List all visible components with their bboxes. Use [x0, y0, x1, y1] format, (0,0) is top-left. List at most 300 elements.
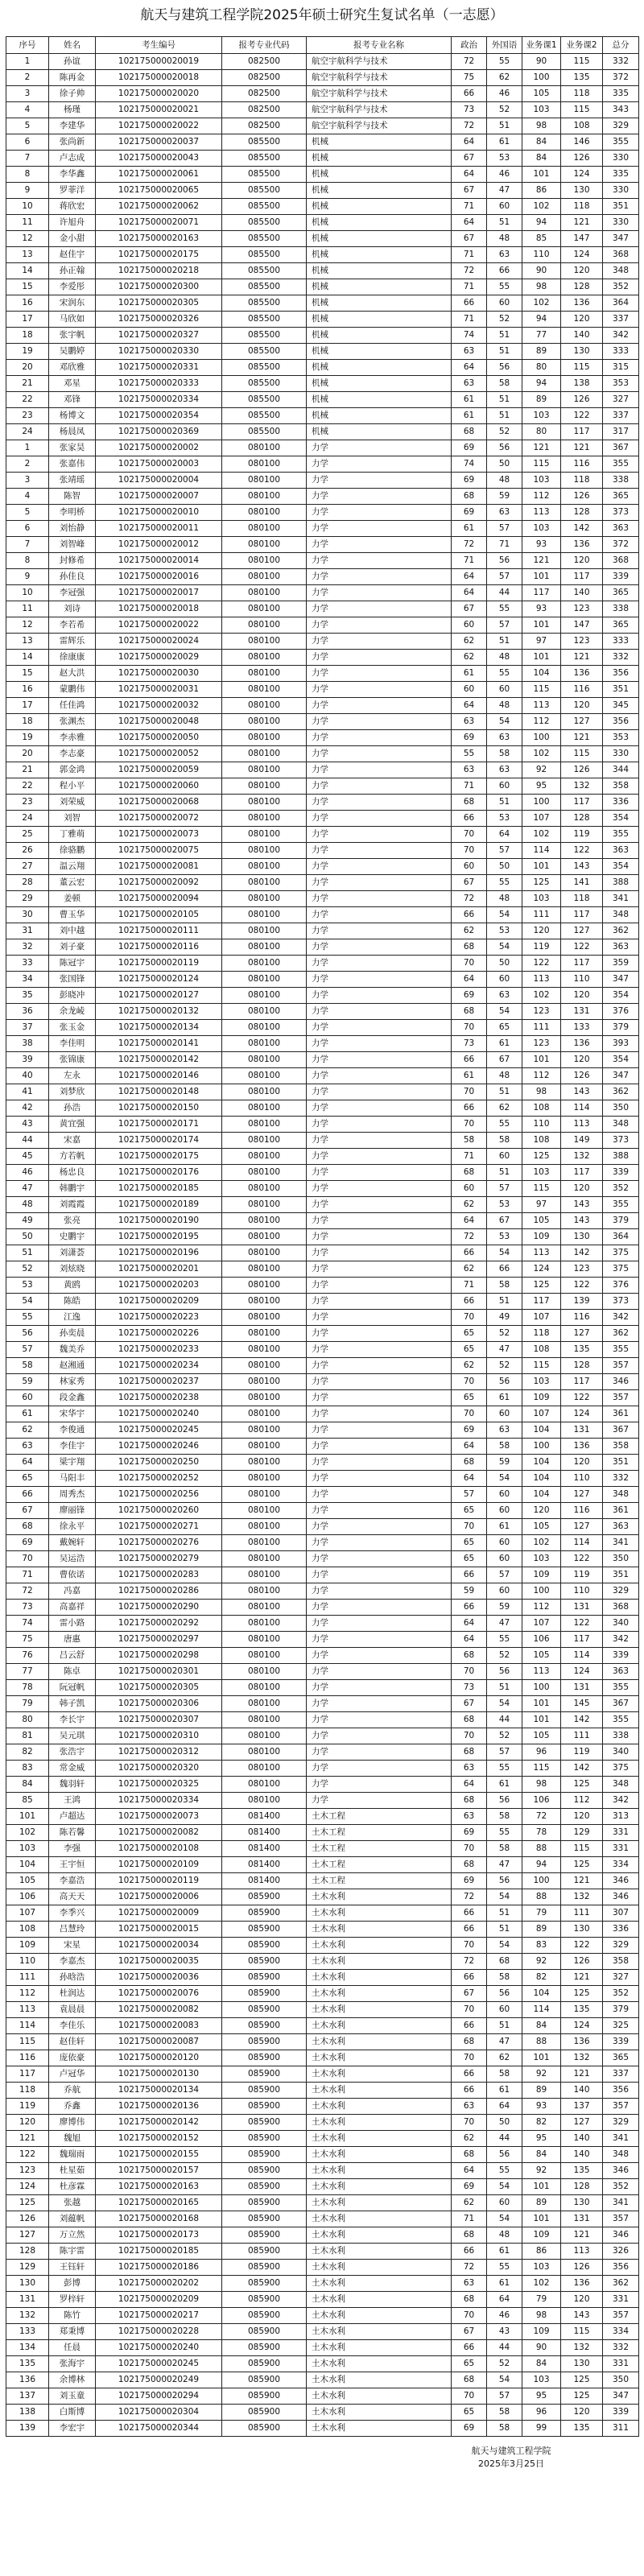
cell-index: 32 [6, 939, 49, 956]
cell-total: 330 [603, 151, 639, 167]
cell-index: 105 [6, 1873, 49, 1889]
cell-course-2: 127 [561, 923, 603, 939]
cell-name: 李嘉浩 [49, 1873, 96, 1889]
cell-course-1: 72 [522, 1809, 561, 1825]
cell-exam-id: 102175000020250 [96, 1455, 222, 1471]
cell-course-1: 100 [522, 70, 561, 86]
cell-name: 李志豪 [49, 746, 96, 762]
cell-index: 133 [6, 2324, 49, 2340]
table-row [6, 988, 639, 1004]
cell-course-2: 121 [561, 1873, 603, 1889]
cell-major-code: 085500 [222, 279, 307, 295]
cell-politics: 68 [452, 1004, 487, 1020]
cell-total: 357 [603, 1358, 639, 1374]
cell-politics: 66 [452, 1245, 487, 1261]
cell-course-1: 106 [522, 1632, 561, 1648]
cell-index: 115 [6, 2034, 49, 2050]
cell-total: 379 [603, 1020, 639, 1036]
cell-name: 魏羽轩 [49, 1777, 96, 1793]
col-header-course-1: 业务课1 [522, 37, 561, 54]
cell-course-2: 130 [561, 1229, 603, 1245]
cell-name: 董云宏 [49, 875, 96, 891]
table-row [6, 215, 639, 231]
cell-index: 1 [6, 54, 49, 70]
cell-exam-id: 102175000020310 [96, 1728, 222, 1744]
cell-foreign-language: 54 [487, 907, 522, 923]
cell-total: 342 [603, 1310, 639, 1326]
cell-name: 张锦康 [49, 1052, 96, 1068]
cell-exam-id: 102175000020305 [96, 1680, 222, 1696]
cell-course-1: 97 [522, 634, 561, 650]
cell-course-2: 142 [561, 521, 603, 537]
cell-course-2: 114 [561, 1648, 603, 1664]
cell-course-1: 115 [522, 456, 561, 473]
cell-index: 109 [6, 1938, 49, 1954]
table-row [6, 1567, 639, 1583]
cell-exam-id: 102175000020292 [96, 1616, 222, 1632]
table-row [6, 521, 639, 537]
cell-total: 350 [603, 2372, 639, 2388]
cell-exam-id: 102175000020283 [96, 1567, 222, 1583]
cell-politics: 68 [452, 1165, 487, 1181]
cell-index: 126 [6, 2211, 49, 2227]
cell-course-1: 113 [522, 505, 561, 521]
cell-politics: 61 [452, 1068, 487, 1084]
cell-exam-id: 102175000020132 [96, 1004, 222, 1020]
cell-course-1: 92 [522, 2066, 561, 2083]
cell-index: 49 [6, 1213, 49, 1229]
cell-name: 邓欣雅 [49, 360, 96, 376]
cell-name: 庞依豪 [49, 2050, 96, 2066]
cell-course-2: 140 [561, 2131, 603, 2147]
cell-foreign-language: 56 [487, 1664, 522, 1680]
table-row [6, 1809, 639, 1825]
cell-course-2: 122 [561, 843, 603, 859]
cell-major-code: 085900 [222, 2083, 307, 2099]
table-row [6, 2002, 639, 2018]
cell-course-1: 89 [522, 392, 561, 408]
cell-course-1: 121 [522, 440, 561, 456]
cell-name: 李长宇 [49, 1712, 96, 1728]
cell-index: 5 [6, 118, 49, 134]
cell-name: 李佳明 [49, 1036, 96, 1052]
cell-course-2: 127 [561, 2115, 603, 2131]
table-row [6, 456, 639, 473]
cell-name: 陈竹 [49, 2308, 96, 2324]
cell-foreign-language: 59 [487, 489, 522, 505]
cell-course-1: 103 [522, 408, 561, 424]
cell-course-1: 102 [522, 199, 561, 215]
cell-politics: 70 [452, 827, 487, 843]
cell-course-2: 131 [561, 1680, 603, 1696]
cell-exam-id: 102175000020010 [96, 505, 222, 521]
cell-exam-id: 102175000020022 [96, 118, 222, 134]
table-row [6, 1970, 639, 1986]
table-row [6, 1068, 639, 1084]
cell-major-code: 080100 [222, 698, 307, 714]
cell-major-code: 080100 [222, 617, 307, 634]
cell-major-name: 力学 [307, 1197, 452, 1213]
cell-index: 129 [6, 2260, 49, 2276]
cell-exam-id: 102175000020150 [96, 1100, 222, 1117]
cell-course-1: 89 [522, 2083, 561, 2099]
cell-foreign-language: 61 [487, 1036, 522, 1052]
cell-exam-id: 102175000020297 [96, 1632, 222, 1648]
cell-major-name: 机械 [307, 360, 452, 376]
cell-exam-id: 102175000020082 [96, 1825, 222, 1841]
table-row [6, 939, 639, 956]
cell-course-2: 143 [561, 1084, 603, 1100]
cell-course-1: 113 [522, 698, 561, 714]
cell-index: 21 [6, 762, 49, 778]
cell-course-1: 103 [522, 2372, 561, 2388]
cell-major-code: 085900 [222, 2195, 307, 2211]
cell-politics: 60 [452, 859, 487, 875]
cell-major-code: 085500 [222, 199, 307, 215]
cell-major-name: 机械 [307, 151, 452, 167]
cell-major-name: 力学 [307, 1084, 452, 1100]
cell-foreign-language: 46 [487, 167, 522, 183]
cell-major-name: 航空宇航科学与技术 [307, 118, 452, 134]
table-row [6, 2260, 639, 2276]
cell-major-name: 力学 [307, 907, 452, 923]
cell-course-1: 101 [522, 1696, 561, 1712]
cell-course-2: 130 [561, 344, 603, 360]
cell-major-code: 082500 [222, 70, 307, 86]
cell-index: 80 [6, 1712, 49, 1728]
cell-course-1: 103 [522, 521, 561, 537]
cell-exam-id: 102175000020301 [96, 1664, 222, 1680]
cell-index: 15 [6, 666, 49, 682]
cell-major-code: 085900 [222, 2227, 307, 2244]
cell-foreign-language: 52 [487, 102, 522, 118]
cell-exam-id: 102175000020327 [96, 328, 222, 344]
cell-name: 唐惠 [49, 1632, 96, 1648]
cell-index: 54 [6, 1294, 49, 1310]
cell-exam-id: 102175000020298 [96, 1648, 222, 1664]
cell-name: 陈若馨 [49, 1825, 96, 1841]
cell-foreign-language: 56 [487, 1986, 522, 2002]
cell-politics: 67 [452, 875, 487, 891]
cell-major-name: 力学 [307, 1696, 452, 1712]
cell-politics: 71 [452, 2211, 487, 2227]
cell-foreign-language: 50 [487, 456, 522, 473]
cell-politics: 68 [452, 424, 487, 440]
cell-foreign-language: 58 [487, 1809, 522, 1825]
cell-major-name: 力学 [307, 1567, 452, 1583]
cell-course-2: 117 [561, 956, 603, 972]
table-row [6, 1390, 639, 1406]
cell-major-name: 土木水利 [307, 2195, 452, 2211]
cell-total: 331 [603, 2292, 639, 2308]
cell-name: 卢超达 [49, 1809, 96, 1825]
table-row [6, 1922, 639, 1938]
cell-exam-id: 102175000020223 [96, 1310, 222, 1326]
cell-name: 彭晓冲 [49, 988, 96, 1004]
cell-total: 358 [603, 778, 639, 795]
cell-name: 廖博伟 [49, 2115, 96, 2131]
cell-course-2: 132 [561, 2050, 603, 2066]
cell-politics: 61 [452, 666, 487, 682]
cell-index: 132 [6, 2308, 49, 2324]
table-row [6, 553, 639, 569]
cell-index: 128 [6, 2244, 49, 2260]
cell-course-2: 122 [561, 1938, 603, 1954]
cell-course-1: 100 [522, 795, 561, 811]
cell-total: 362 [603, 1084, 639, 1100]
cell-exam-id: 102175000020171 [96, 1117, 222, 1133]
cell-major-code: 085900 [222, 1889, 307, 1905]
cell-exam-id: 102175000020240 [96, 2340, 222, 2356]
table-row [6, 1422, 639, 1439]
cell-major-name: 力学 [307, 1358, 452, 1374]
cell-exam-id: 102175000020075 [96, 843, 222, 859]
cell-politics: 73 [452, 1680, 487, 1696]
cell-major-name: 土木工程 [307, 1857, 452, 1873]
cell-total: 352 [603, 1181, 639, 1197]
cell-exam-id: 102175000020163 [96, 231, 222, 247]
cell-foreign-language: 46 [487, 2308, 522, 2324]
cell-politics: 71 [452, 199, 487, 215]
cell-major-name: 力学 [307, 1648, 452, 1664]
cell-total: 375 [603, 1761, 639, 1777]
cell-major-code: 085900 [222, 2002, 307, 2018]
cell-major-code: 080100 [222, 1245, 307, 1261]
cell-foreign-language: 60 [487, 1406, 522, 1422]
cell-total: 338 [603, 473, 639, 489]
table-row [6, 1213, 639, 1229]
cell-index: 16 [6, 682, 49, 698]
table-row [6, 1133, 639, 1149]
cell-politics: 59 [452, 1583, 487, 1600]
cell-politics: 61 [452, 521, 487, 537]
cell-foreign-language: 58 [487, 1970, 522, 1986]
cell-foreign-language: 48 [487, 698, 522, 714]
cell-major-code: 085500 [222, 295, 307, 312]
cell-course-1: 80 [522, 424, 561, 440]
cell-politics: 66 [452, 811, 487, 827]
cell-course-2: 145 [561, 1696, 603, 1712]
cell-exam-id: 102175000020120 [96, 2050, 222, 2066]
cell-name: 罗梓轩 [49, 2292, 96, 2308]
cell-politics: 75 [452, 70, 487, 86]
cell-total: 368 [603, 553, 639, 569]
cell-course-2: 120 [561, 698, 603, 714]
cell-course-2: 135 [561, 2421, 603, 2437]
cell-exam-id: 102175000020163 [96, 2179, 222, 2195]
cell-course-2: 126 [561, 489, 603, 505]
table-row [6, 843, 639, 859]
cell-total: 354 [603, 811, 639, 827]
cell-major-code: 080100 [222, 1455, 307, 1471]
cell-foreign-language: 51 [487, 1084, 522, 1100]
cell-exam-id: 102175000020331 [96, 360, 222, 376]
table-row [6, 1551, 639, 1567]
table-row [6, 118, 639, 134]
cell-course-1: 105 [522, 86, 561, 102]
cell-course-2: 119 [561, 1744, 603, 1761]
cell-major-name: 力学 [307, 1406, 452, 1422]
cell-politics: 57 [452, 1487, 487, 1503]
cell-index: 114 [6, 2018, 49, 2034]
cell-total: 346 [603, 2163, 639, 2179]
cell-exam-id: 102175000020234 [96, 1358, 222, 1374]
cell-foreign-language: 57 [487, 843, 522, 859]
cell-course-2: 129 [561, 1825, 603, 1841]
cell-major-name: 力学 [307, 1583, 452, 1600]
cell-course-2: 125 [561, 1857, 603, 1873]
table-row [6, 891, 639, 907]
cell-name: 梁宇翔 [49, 1455, 96, 1471]
table-row [6, 2308, 639, 2324]
cell-course-2: 112 [561, 1793, 603, 1809]
cell-foreign-language: 56 [487, 2147, 522, 2163]
cell-foreign-language: 62 [487, 70, 522, 86]
table-row [6, 1406, 639, 1422]
cell-major-name: 机械 [307, 328, 452, 344]
cell-exam-id: 102175000020034 [96, 1938, 222, 1954]
cell-course-2: 142 [561, 1245, 603, 1261]
cell-exam-id: 102175000020029 [96, 650, 222, 666]
cell-total: 327 [603, 392, 639, 408]
cell-course-2: 137 [561, 2099, 603, 2115]
cell-major-name: 土木水利 [307, 2050, 452, 2066]
cell-course-2: 121 [561, 650, 603, 666]
cell-foreign-language: 61 [487, 1777, 522, 1793]
cell-exam-id: 102175000020176 [96, 1165, 222, 1181]
cell-major-code: 080100 [222, 827, 307, 843]
cell-major-name: 力学 [307, 1535, 452, 1551]
cell-foreign-language: 51 [487, 328, 522, 344]
cell-course-1: 89 [522, 2195, 561, 2211]
cell-total: 342 [603, 1632, 639, 1648]
cell-major-name: 力学 [307, 1439, 452, 1455]
cell-major-name: 力学 [307, 1020, 452, 1036]
cell-course-2: 132 [561, 1149, 603, 1165]
cell-major-name: 力学 [307, 585, 452, 601]
cell-name: 彭博 [49, 2276, 96, 2292]
table-row [6, 86, 639, 102]
cell-total: 361 [603, 1503, 639, 1519]
cell-major-code: 085500 [222, 167, 307, 183]
table-row [6, 1761, 639, 1777]
cell-politics: 70 [452, 1664, 487, 1680]
table-row [6, 1873, 639, 1889]
cell-index: 9 [6, 569, 49, 585]
cell-course-1: 96 [522, 2405, 561, 2421]
cell-major-name: 机械 [307, 199, 452, 215]
cell-foreign-language: 55 [487, 1761, 522, 1777]
cell-major-code: 085500 [222, 134, 307, 151]
cell-total: 357 [603, 2099, 639, 2115]
cell-course-2: 135 [561, 2163, 603, 2179]
cell-course-1: 117 [522, 585, 561, 601]
cell-index: 138 [6, 2405, 49, 2421]
cell-index: 22 [6, 392, 49, 408]
table-row [6, 392, 639, 408]
cell-major-name: 力学 [307, 972, 452, 988]
cell-name: 卢志成 [49, 151, 96, 167]
cell-total: 355 [603, 456, 639, 473]
col-header-major-code: 报考专业代码 [222, 37, 307, 54]
cell-index: 125 [6, 2195, 49, 2211]
cell-major-name: 力学 [307, 1503, 452, 1519]
cell-name: 邓锋 [49, 392, 96, 408]
cell-exam-id: 102175000020209 [96, 1294, 222, 1310]
cell-foreign-language: 57 [487, 569, 522, 585]
cell-total: 354 [603, 1052, 639, 1068]
cell-name: 吕云舒 [49, 1648, 96, 1664]
cell-major-code: 080100 [222, 1422, 307, 1439]
cell-exam-id: 102175000020073 [96, 1809, 222, 1825]
table-row [6, 1100, 639, 1117]
cell-exam-id: 102175000020276 [96, 1535, 222, 1551]
cell-foreign-language: 67 [487, 1213, 522, 1229]
cell-major-name: 力学 [307, 923, 452, 939]
cell-course-2: 128 [561, 1358, 603, 1374]
cell-exam-id: 102175000020073 [96, 827, 222, 843]
cell-exam-id: 102175000020003 [96, 456, 222, 473]
cell-major-name: 土木水利 [307, 2211, 452, 2227]
cell-total: 347 [603, 2388, 639, 2405]
cell-name: 杨瑾 [49, 102, 96, 118]
cell-exam-id: 102175000020018 [96, 70, 222, 86]
cell-name: 张渊杰 [49, 714, 96, 730]
cell-major-name: 力学 [307, 827, 452, 843]
cell-course-1: 95 [522, 2388, 561, 2405]
table-row [6, 1583, 639, 1600]
cell-total: 346 [603, 1889, 639, 1905]
cell-index: 43 [6, 1117, 49, 1133]
cell-total: 341 [603, 891, 639, 907]
cell-major-code: 080100 [222, 1020, 307, 1036]
cell-index: 79 [6, 1696, 49, 1712]
cell-politics: 73 [452, 1036, 487, 1052]
cell-major-code: 085900 [222, 2244, 307, 2260]
cell-name: 韩鹏宇 [49, 1181, 96, 1197]
cell-index: 101 [6, 1809, 49, 1825]
cell-major-name: 力学 [307, 956, 452, 972]
cell-major-code: 080100 [222, 1471, 307, 1487]
cell-politics: 74 [452, 456, 487, 473]
table-row [6, 2388, 639, 2405]
cell-total: 335 [603, 167, 639, 183]
cell-foreign-language: 63 [487, 730, 522, 746]
cell-politics: 72 [452, 1889, 487, 1905]
cell-exam-id: 102175000020134 [96, 1020, 222, 1036]
cell-index: 6 [6, 134, 49, 151]
cell-course-1: 104 [522, 1471, 561, 1487]
cell-index: 13 [6, 634, 49, 650]
cell-major-name: 力学 [307, 1390, 452, 1406]
cell-exam-id: 102175000020011 [96, 521, 222, 537]
cell-major-name: 机械 [307, 247, 452, 263]
cell-index: 15 [6, 279, 49, 295]
cell-course-1: 101 [522, 569, 561, 585]
cell-politics: 70 [452, 1084, 487, 1100]
cell-index: 81 [6, 1728, 49, 1744]
cell-course-2: 143 [561, 859, 603, 875]
cell-total: 352 [603, 279, 639, 295]
cell-index: 23 [6, 408, 49, 424]
cell-index: 3 [6, 86, 49, 102]
cell-course-2: 130 [561, 2356, 603, 2372]
cell-name: 刘诗 [49, 601, 96, 617]
cell-course-1: 101 [522, 650, 561, 666]
cell-name: 刘梦欣 [49, 1084, 96, 1100]
cell-index: 124 [6, 2179, 49, 2195]
cell-course-1: 101 [522, 859, 561, 875]
